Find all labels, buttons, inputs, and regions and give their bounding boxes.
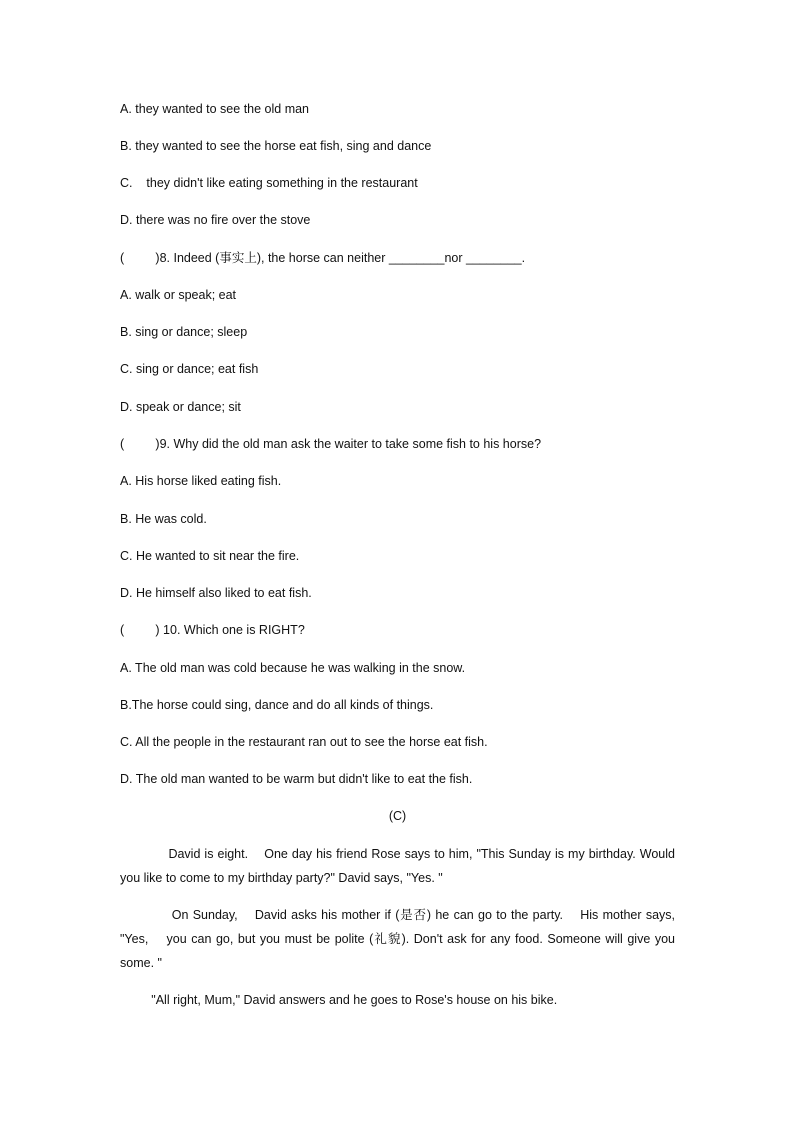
option-q8-b: B. sing or dance; sleep [120, 325, 248, 339]
option-q9-b: B. He was cold. [120, 512, 207, 526]
option-q10-d: D. The old man wanted to be warm but didn't like to eat the fish. [120, 772, 473, 786]
question-8: ( )8. Indeed (事实上), the horse can neither ________nor ________. [120, 251, 526, 265]
passage-paragraph-1: David is eight. One day his friend Rose says to him, "This Sunday is my birthday. Would you like to come to my birthday party?" David says, "Yes. " [120, 847, 679, 885]
option-q9-c: C. He wanted to sit near the fire. [120, 549, 300, 563]
option-q9-d: D. He himself also liked to eat fish. [120, 586, 312, 600]
question-10: ( ) 10. Which one is RIGHT? [120, 623, 305, 637]
option-q7-c: C. they didn't like eating something in the restaurant [120, 176, 418, 190]
option-q10-b: B.The horse could sing, dance and do all kinds of things. [120, 698, 434, 712]
option-q7-b: B. they wanted to see the horse eat fish, sing and dance [120, 139, 432, 153]
option-q7-a: A. they wanted to see the old man [120, 102, 310, 116]
section-heading: (C) [388, 809, 407, 823]
passage-paragraph-3: "All right, Mum," David answers and he goes to Rose's house on his bike. [120, 993, 558, 1007]
option-q9-a: A. His horse liked eating fish. [120, 474, 282, 488]
option-q10-c: C. All the people in the restaurant ran out to see the horse eat fish. [120, 735, 488, 749]
option-q7-d: D. there was no fire over the stove [120, 213, 311, 227]
option-q8-a: A. walk or speak; eat [120, 288, 237, 302]
passage-paragraph-2: On Sunday, David asks his mother if (是否) he can go to the party. His mother says, "Yes, you can go, but you must be polite (礼貌). Don't ask for any food. Someone will give you some. " [120, 908, 679, 970]
option-q8-d: D. speak or dance; sit [120, 400, 241, 414]
question-9: ( )9. Why did the old man ask the waiter to take some fish to his horse? [120, 437, 542, 451]
option-q8-c: C. sing or dance; eat fish [120, 362, 259, 376]
option-q10-a: A. The old man was cold because he was walking in the snow. [120, 661, 466, 675]
